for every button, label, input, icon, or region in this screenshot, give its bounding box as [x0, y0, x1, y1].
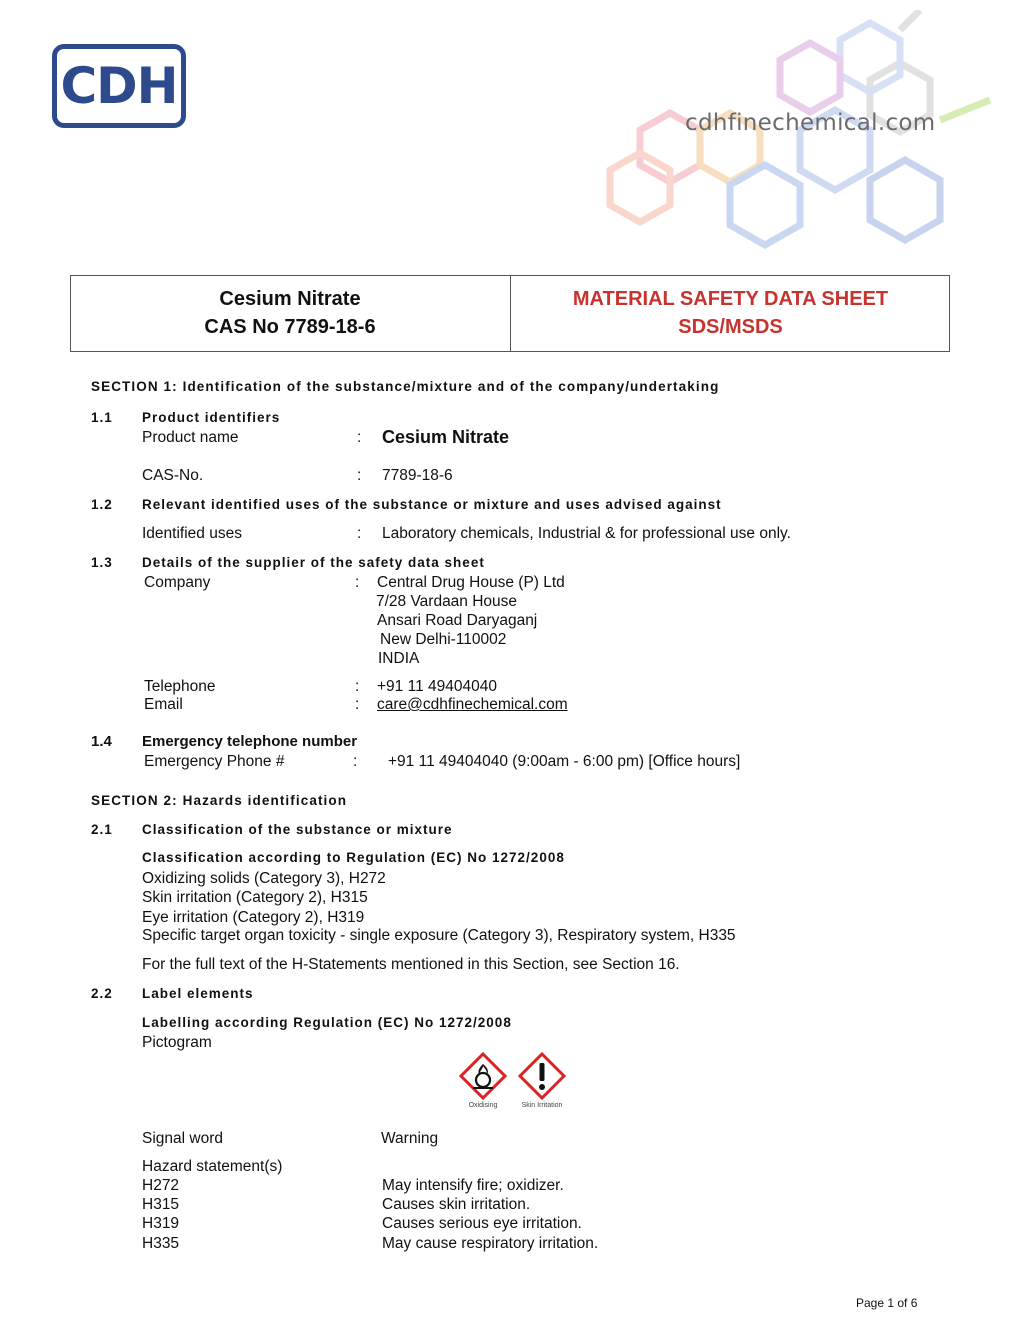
- labelling-regulation-title: Labelling according Regulation (EC) No 1272/2008: [142, 1015, 512, 1030]
- colon: :: [357, 525, 362, 542]
- section-1-2-title: Relevant identified uses of the substance or mixture and uses advised against: [142, 497, 722, 512]
- title-divider: [510, 275, 511, 352]
- colon: :: [357, 467, 362, 484]
- hazard-text: Causes serious eye irritation.: [382, 1215, 582, 1232]
- flame-over-circle-icon: [459, 1052, 507, 1100]
- section-1-2-number: 1.2: [91, 497, 113, 512]
- pictogram-label: Pictogram: [142, 1034, 212, 1051]
- hazard-code: H335: [142, 1235, 180, 1252]
- cas-title: CAS No 7789-18-6: [204, 316, 376, 338]
- document-subtype-title: SDS/MSDS: [678, 316, 783, 338]
- section-1-4-number: 1.4: [91, 733, 112, 750]
- classification-item: Oxidizing solids (Category 3), H272: [142, 870, 386, 887]
- hazard-statements-label: Hazard statement(s): [142, 1158, 283, 1175]
- telephone-value: +91 11 49404040: [377, 678, 497, 695]
- email-link[interactable]: care@cdhfinechemical.com: [377, 696, 568, 713]
- product-name-value: Cesium Nitrate: [382, 427, 510, 447]
- hazard-code: H315: [142, 1196, 180, 1213]
- website-url: cdhfinechemical.com: [685, 110, 936, 136]
- molecule-graphic: [540, 10, 1020, 280]
- section-1-1-title: Product identifiers: [142, 410, 281, 425]
- colon: :: [355, 696, 360, 713]
- cas-value: 7789-18-6: [382, 467, 453, 484]
- colon: :: [353, 753, 358, 770]
- signal-word-label: Signal word: [142, 1130, 223, 1147]
- company-label: Company: [144, 574, 211, 591]
- classification-item: Skin irritation (Category 2), H315: [142, 889, 368, 906]
- product-title: Cesium Nitrate: [219, 288, 361, 310]
- colon: :: [355, 678, 360, 695]
- h-statements-note: For the full text of the H-Statements mentioned in this Section, see Section 16.: [142, 956, 680, 973]
- pictogram-caption: Skin Irritation: [521, 1102, 563, 1109]
- classification-item: Specific target organ toxicity - single exposure (Category 3), Respiratory system, H335: [142, 927, 736, 944]
- company-line: Ansari Road Daryaganj: [377, 612, 538, 629]
- section-1-1-number: 1.1: [91, 410, 113, 425]
- hazard-text: May intensify fire; oxidizer.: [382, 1177, 564, 1194]
- company-line: Central Drug House (P) Ltd: [377, 574, 565, 591]
- company-line: 7/28 Vardaan House: [376, 593, 518, 610]
- section-1-3-number: 1.3: [91, 555, 113, 570]
- company-line: New Delhi-110002: [380, 631, 507, 648]
- email-label: Email: [144, 696, 183, 713]
- classification-item: Eye irritation (Category 2), H319: [142, 909, 365, 926]
- product-name-label: Product name: [142, 429, 239, 446]
- hazard-text: May cause respiratory irritation.: [382, 1235, 599, 1252]
- company-logo: CDH: [60, 57, 178, 115]
- exclamation-mark-icon: [518, 1052, 566, 1100]
- section-1-4-title: Emergency telephone number: [142, 733, 358, 750]
- emergency-phone-number: +91 11 49404040: [388, 753, 508, 770]
- section-1-3-title: Details of the supplier of the safety data sheet: [142, 555, 485, 570]
- pictogram-caption: Oxidising: [468, 1102, 498, 1109]
- identified-uses-label: Identified uses: [142, 525, 242, 542]
- section-2-1-title: Classification of the substance or mixture: [142, 822, 453, 837]
- hazard-code: H272: [142, 1177, 180, 1194]
- signal-word-value: Warning: [381, 1130, 439, 1147]
- colon: :: [357, 429, 362, 446]
- classification-regulation-title: Classification according to Regulation (EC) No 1272/2008: [142, 850, 565, 865]
- identified-uses-value: Laboratory chemicals, Industrial & for professional use only.: [382, 525, 791, 542]
- hazard-text: Causes skin irritation.: [382, 1196, 531, 1213]
- telephone-label: Telephone: [144, 678, 216, 695]
- document-type-title: MATERIAL SAFETY DATA SHEET: [572, 288, 889, 310]
- section-2-2-number: 2.2: [91, 986, 113, 1001]
- hazard-code: H319: [142, 1215, 180, 1232]
- cas-label: CAS-No.: [142, 467, 204, 484]
- company-line: INDIA: [378, 650, 420, 667]
- emergency-phone-label: Emergency Phone #: [144, 753, 285, 770]
- emergency-phone-value: [388, 753, 740, 771]
- emergency-phone-hours: (9:00am - 6:00 pm) [Office hours]: [512, 753, 741, 770]
- section-2-2-title: Label elements: [142, 986, 254, 1001]
- section-1-heading: SECTION 1: Identification of the substance/mixture and of the company/undertaking: [91, 379, 720, 394]
- section-2-heading: SECTION 2: Hazards identification: [91, 793, 348, 808]
- colon: :: [355, 574, 360, 591]
- section-2-1-number: 2.1: [91, 822, 113, 837]
- page-number: Page 1 of 6: [856, 1296, 918, 1310]
